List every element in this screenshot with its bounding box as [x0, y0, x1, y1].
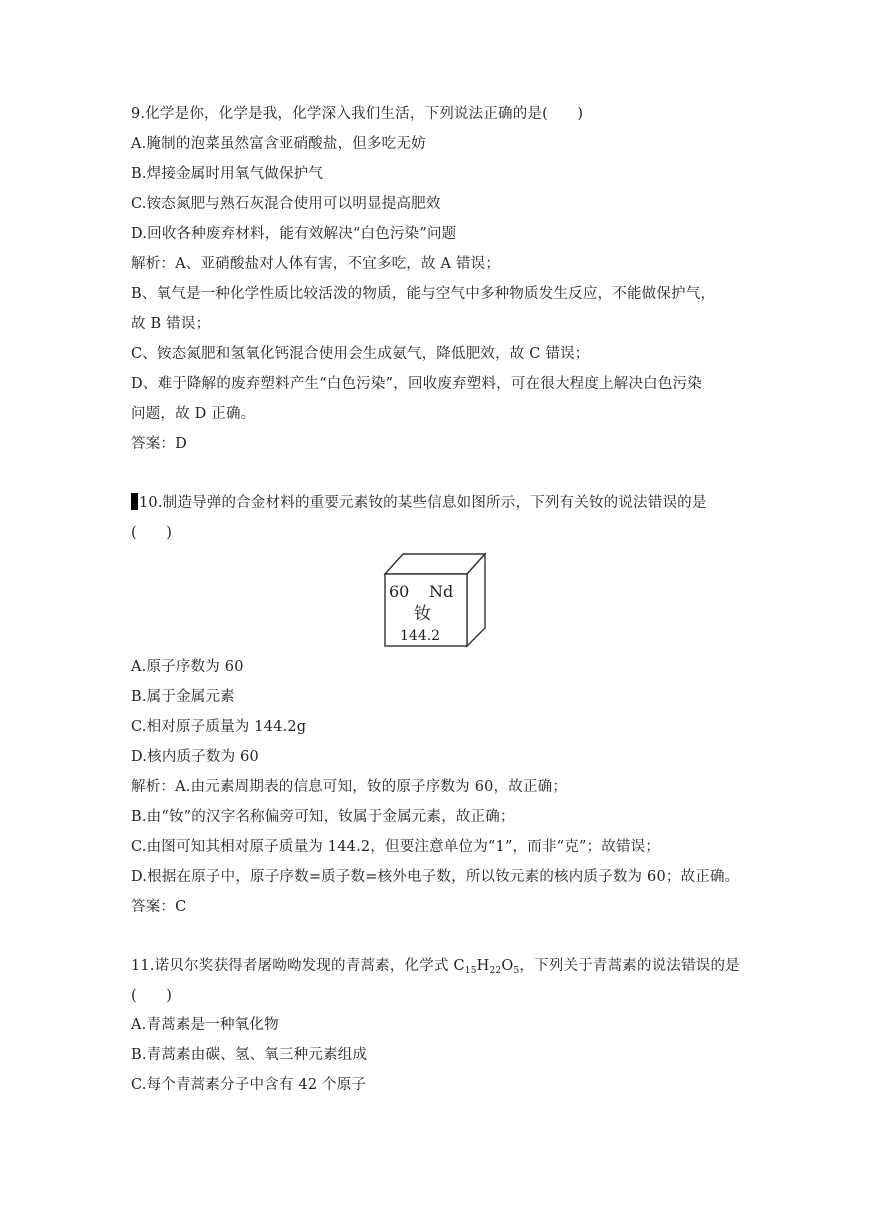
q11-stem-text: ，下列关于青蒿素的说法错误的是: [519, 958, 740, 974]
q10-option-c: C.相对原子质量为 144.2g: [131, 719, 307, 735]
q10-analysis-line: 解析：A.由元素周期表的信息可知，钕的原子序数为 60，故正确；: [131, 779, 568, 795]
element-name: 钕: [414, 604, 431, 624]
q10-stem: [131, 493, 707, 513]
formula-subscript: 22: [489, 966, 502, 976]
q9-option-d: D.回收各种废弃材料，能有效解决“白色污染”问题: [131, 226, 457, 242]
q10-option-d: D.核内质子数为 60: [131, 749, 259, 765]
q9-analysis-line: D、难于降解的废弃塑料产生“白色污染”，回收废弃塑料，可在很大程度上解决白色污染: [131, 376, 702, 392]
q9-analysis-line: B、氧气是一种化学性质比较活泼的物质，能与空气中多种物质发生反应，不能做保护气，: [131, 286, 716, 302]
q10-analysis-line: C.由图可知其相对原子质量为 144.2，但要注意单位为“1”，而非“克”；故错误；: [131, 839, 661, 855]
q10-stem-text: 10.制造导弹的合金材料的重要元素钕的某些信息如图所示，下列有关钕的说法错误的是: [139, 495, 707, 511]
q11-option-b: B.青蒿素由碳、氢、氧三种元素组成: [131, 1047, 368, 1063]
formula-element: H: [476, 958, 490, 974]
q9-stem: 9.化学是你，化学是我，化学深入我们生活，下列说法正确的是( ): [131, 106, 584, 122]
q10-option-b: B.属于金属元素: [131, 689, 235, 705]
q11-option-a: A.青蒿素是一种氧化物: [131, 1017, 279, 1033]
q11-stem-bracket: ( ): [131, 988, 173, 1004]
element-atomic-mass: 144.2: [400, 628, 441, 644]
element-symbol: Nd: [429, 582, 454, 601]
element-atomic-number: 60: [389, 582, 410, 601]
q10-stem-bracket: ( ): [131, 525, 173, 541]
q11-option-c: C.每个青蒿素分子中含有 42 个原子: [131, 1077, 367, 1093]
q9-analysis-line: 解析：A、亚硝酸盐对人体有害，不宜多吃，故 A 错误；: [131, 256, 501, 272]
formula-subscript: 5: [513, 966, 520, 976]
element-tile-cube: [383, 552, 487, 648]
q9-analysis-line: C、铵态氮肥和氢氧化钙混合使用会生成氨气，降低肥效，故 C 错误；: [131, 346, 590, 362]
q9-answer: 答案：D: [131, 436, 187, 452]
q9-option-c: C.铵态氮肥与熟石灰混合使用可以明显提高肥效: [131, 196, 441, 212]
q9-option-a: A.腌制的泡菜虽然富含亚硝酸盐，但多吃无妨: [131, 136, 426, 152]
element-tile-figure: [383, 552, 487, 652]
q9-analysis-line: 故 B 错误；: [131, 316, 211, 332]
q10-analysis-line: D.根据在原子中，原子序数=质子数=核外电子数，所以钕元素的核内质子数为 60；故正确。: [131, 869, 740, 885]
redaction-mark: [131, 493, 138, 510]
q10-analysis-line: B.由“钕”的汉字名称偏旁可知，钕属于金属元素，故正确；: [131, 809, 515, 825]
q9-analysis-line: 问题，故 D 正确。: [131, 406, 256, 422]
formula-subscript: 15: [464, 966, 477, 976]
q9-option-b: B.焊接金属时用氧气做保护气: [131, 166, 324, 182]
q11-stem: [131, 956, 740, 976]
formula-element: O: [501, 958, 514, 974]
q11-stem-text: 11.诺贝尔奖获得者屠呦呦发现的青蒿素，化学式 C: [131, 958, 465, 974]
q10-answer: 答案：C: [131, 899, 187, 915]
q10-option-a: A.原子序数为 60: [131, 659, 244, 675]
